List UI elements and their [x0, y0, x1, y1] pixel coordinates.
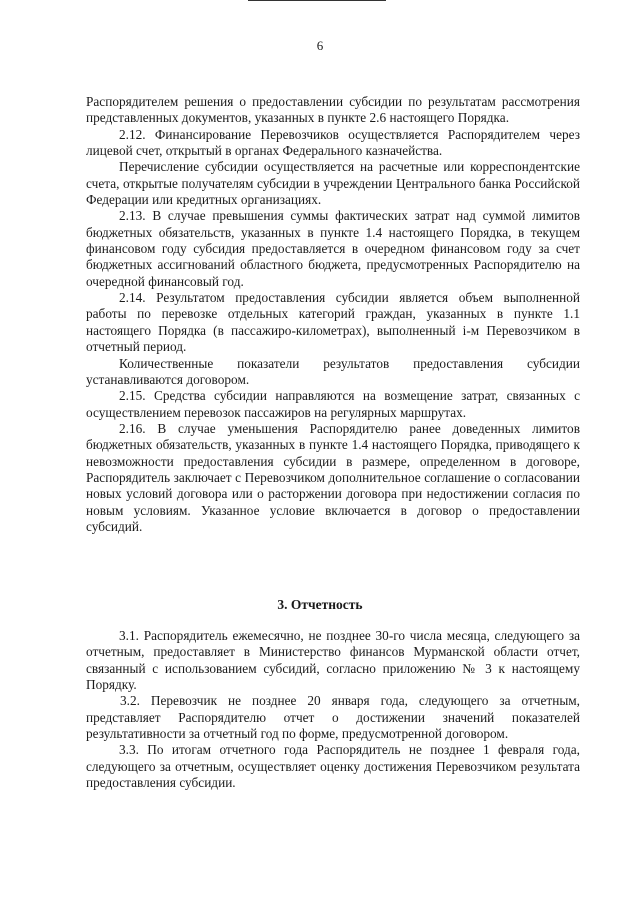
paragraph: Количественные показатели результатов предоставления субсидии устанавливаются договором.: [86, 355, 580, 387]
document-body-section-3: [86, 628, 580, 791]
paragraph: Перечисление субсидии осуществляется на расчетные или корреспондентские счета, открытые получателям субсидии в учреждении Центрального банка Российской Федерации или кредитных организациях.: [86, 159, 580, 208]
paragraph: 2.13. В случае превышения суммы фактических затрат над суммой лимитов бюджетных обязательств, указанных в пункте 1.4 настоящего Порядка, в текущем финансовом году субсидия предоставляется в очередном финансовом году за счет бюджетных ассигнований областного бюджета, предусмотренных Распорядителю на очередной финансовый год.: [86, 208, 580, 289]
paragraph: 2.12. Финансирование Перевозчиков осуществляется Распорядителем через лицевой счет, открытый в органах Федерального казначейства.: [86, 126, 580, 159]
paragraph: 2.16. В случае уменьшения Распорядителю ранее доведенных лимитов бюджетных обязательств, указанных в пункте 1.4 настоящего Порядка, приводящего к невозможности предоставления субсидии в размере, определенном в договоре, Распорядитель заключает с Перевозчиком дополнительное соглашение о согласовании новых условий договора или о расторжении договора при недостижении согласия по новым условиям. Указанное условие включается в договор о предоставлении субсидий.: [86, 420, 580, 534]
section-heading: 3. Отчетность: [277, 597, 363, 612]
page-number: 6: [316, 38, 324, 53]
paragraph: 2.14. Результатом предоставления субсидии является объем выполненной работы по перевозке отдельных категорий граждан, указанных в пункте 1.1 настоящего Порядка (в пассажиро-километрах), выполненный i-м Перевозчиком в отчетный период.: [86, 290, 580, 355]
paragraph: 3.1. Распорядитель ежемесячно, не позднее 30-го числа месяца, следующего за отчетным, предоставляет в Министерство финансов Мурманской области отчет, связанный с использованием субсидий, согласно приложению № 3 к настоящему Порядку.: [86, 628, 580, 693]
top-rule: [248, 0, 386, 1]
paragraph: 3.2. Перевозчик не позднее 20 января года, следующего за отчетным, представляет Распорядителю отчет о достижении значений показателей результативности за отчетный год по форме, предусмотренной договором.: [86, 693, 580, 742]
document-body: [86, 94, 580, 535]
paragraph: 3.3. По итогам отчетного года Распорядитель не позднее 1 февраля года, следующего за отчетным, осуществляет оценку достижения Перевозчиком результата предоставления субсидии.: [86, 742, 580, 791]
paragraph: 2.15. Средства субсидии направляются на возмещение затрат, связанных с осуществлением перевозок пассажиров на регулярных маршрутах.: [86, 388, 580, 420]
paragraph: Распорядителем решения о предоставлении субсидии по результатам рассмотрения представленных документов, указанных в пункте 2.6 настоящего Порядка.: [86, 94, 580, 126]
